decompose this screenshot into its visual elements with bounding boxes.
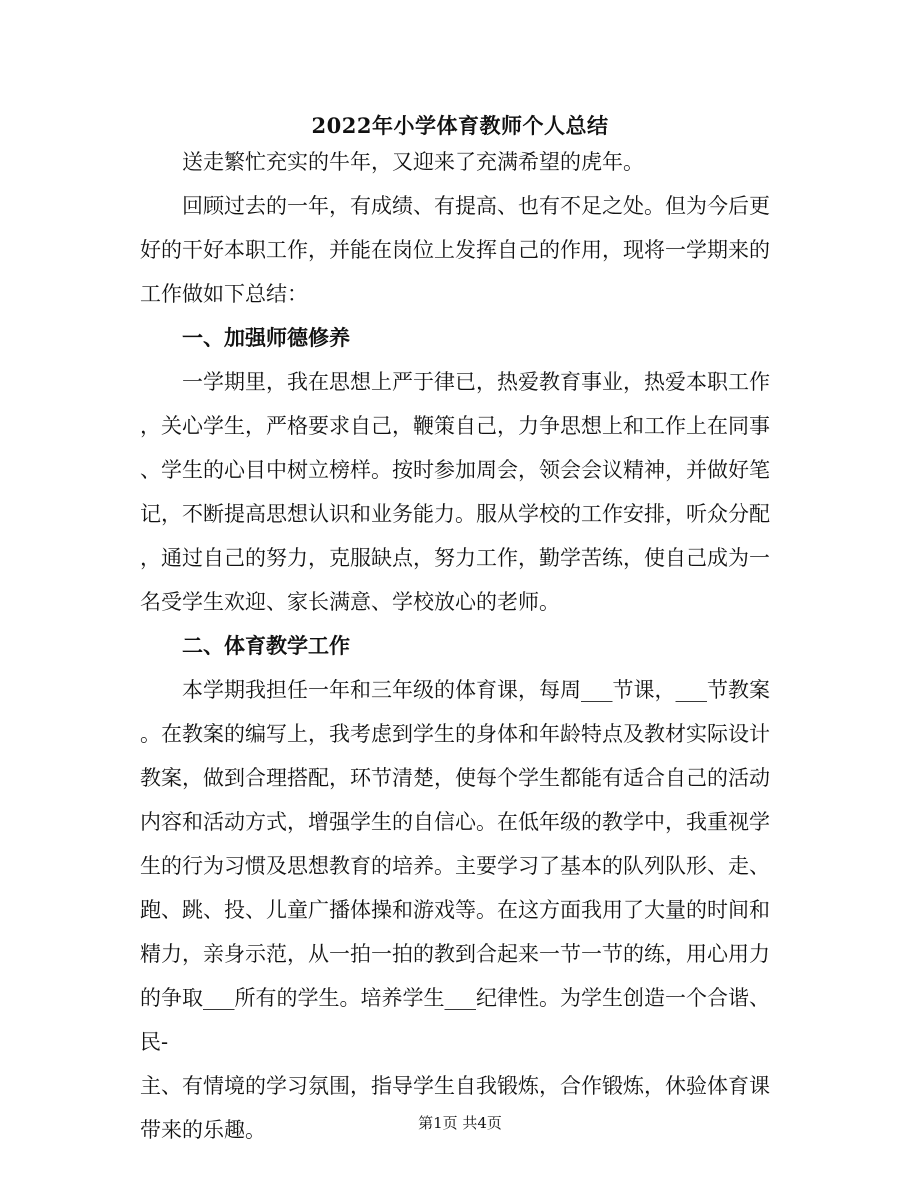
paragraph-line: 内容和活动方式，增强学生的自信心。在低年级的教学中，我重视学 — [140, 810, 770, 834]
document-title: 2022年小学体育教师个人总结 — [311, 113, 609, 138]
paragraph-line: 精力，亲身示范，从一拍一拍的教到合起来一节一节的练，用心用力 — [140, 942, 770, 966]
paragraph-line: 主、有情境的学习氛围，指导学生自我锻炼，合作锻炼，休验体育课 — [140, 1074, 770, 1098]
paragraph-line: ，通过自己的努力，克服缺点，努力工作，勤学苦练，使自己成为一 — [140, 546, 770, 570]
paragraph-line: 记，不断提高思想认识和业务能力。服从学校的工作安排，听众分配 — [140, 502, 770, 526]
paragraph-line: 、学生的心目中树立榜样。按时参加周会，领会会议精神，并做好笔 — [140, 458, 770, 482]
paragraph-line: 教案，做到合理搭配，环节清楚，使每个学生都能有适合自己的活动 — [140, 766, 770, 790]
page-footer: 第1页 共4页 — [418, 1114, 502, 1132]
paragraph-line: 送走繁忙充实的牛年，又迎来了充满希望的虎年。 — [182, 150, 644, 174]
paragraph-line: 生的行为习惯及思想教育的培养。主要学习了基本的队列队形、走、 — [140, 854, 770, 878]
paragraph-line: 本学期我担任一年和三年级的体育课，每周___节课，___节教案 — [182, 678, 770, 702]
paragraph-line: 的争取___所有的学生。培养学生___纪律性。为学生创造一个合谐、 — [140, 986, 770, 1010]
paragraph-line: 好的干好本职工作，并能在岗位上发挥自己的作用，现将一学期来的 — [140, 238, 770, 262]
section-heading: 一、加强师德修养 — [182, 325, 350, 350]
paragraph-line: 一学期里，我在思想上严于律已，热爱教育事业，热爱本职工作 — [182, 370, 770, 394]
section-heading: 二、体育教学工作 — [182, 633, 350, 658]
paragraph-line: 回顾过去的一年，有成绩、有提高、也有不足之处。但为今后更 — [182, 194, 770, 218]
paragraph-line: 带来的乐趣。 — [140, 1118, 266, 1142]
paragraph-line: ，关心学生，严格要求自己，鞭策自己，力争思想上和工作上在同事 — [140, 414, 770, 438]
paragraph-line: 工作做如下总结： — [140, 282, 308, 306]
paragraph-line: 。在教案的编写上，我考虑到学生的身体和年龄特点及教材实际设计 — [140, 722, 770, 746]
paragraph-line: 民- — [140, 1030, 169, 1054]
paragraph-line: 跑、跳、投、儿童广播体操和游戏等。在这方面我用了大量的时间和 — [140, 898, 770, 922]
paragraph-line: 名受学生欢迎、家长满意、学校放心的老师。 — [140, 590, 560, 614]
